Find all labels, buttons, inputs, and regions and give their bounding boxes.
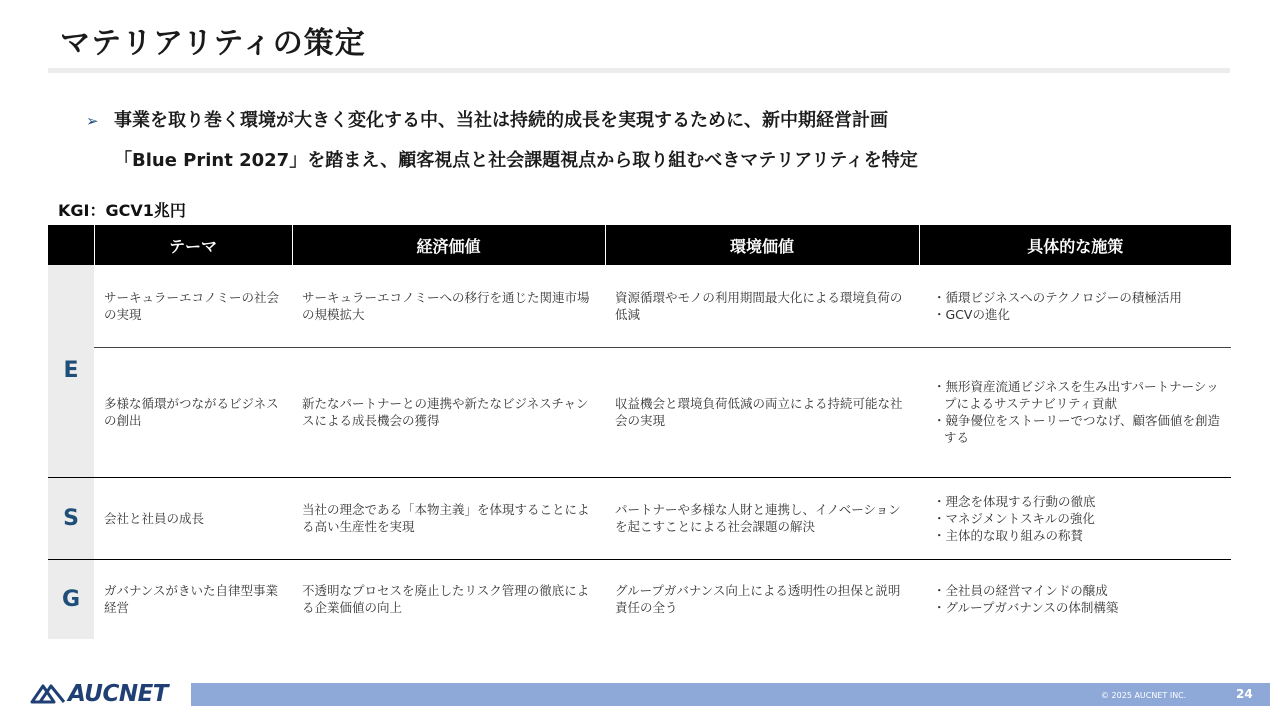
table-header-row <box>48 225 1231 265</box>
measures-cell <box>919 559 1231 639</box>
measures-cell <box>919 265 1231 347</box>
economic-value-cell: 当社の理念である「本物主義」を体現することによる高い生産性を実現 <box>292 477 605 559</box>
measures-cell <box>919 347 1231 477</box>
category-s: S <box>48 477 94 559</box>
economic-value-cell: サーキュラーエコノミーへの移行を通じた関連市場の規模拡大 <box>302 289 590 322</box>
category-e: E <box>48 265 94 477</box>
measure-item: ・循環ビジネスへのテクノロジーの積極活用 <box>933 289 1182 305</box>
table-row <box>48 265 1231 347</box>
environmental-value-cell: 資源循環やモノの利用期間最大化による環境負荷の低減 <box>615 289 903 322</box>
lead-line-2: 「Blue Print 2027」を踏まえ、顧客視点と社会課題視点から取り組むべきマテリアリティを特定 <box>114 150 918 171</box>
table-row <box>48 477 1231 559</box>
logo-mark-icon <box>30 682 66 706</box>
materiality-table <box>48 225 1231 639</box>
theme-cell: ガバナンスがきいた自律型事業経営 <box>94 559 292 639</box>
header-category <box>48 225 94 265</box>
page-number: 24 <box>1236 687 1253 701</box>
measure-item: ・グループガバナンスの体制構築 <box>933 600 1119 616</box>
theme-cell: サーキュラーエコノミーの社会の実現 <box>104 289 280 322</box>
measure-item: ・無形資産流通ビジネスを生み出すパートナーシップによるサステナビリティ貢献 <box>933 379 1219 411</box>
copyright-text: © 2025 AUCNET INC. <box>1101 691 1187 700</box>
page-title: マテリアリティの策定 <box>60 26 366 61</box>
economic-value-cell: 新たなパートナーとの連携や新たなビジネスチャンスによる成長機会の獲得 <box>292 347 605 477</box>
environmental-value-cell: パートナーや多様な人財と連携し、イノベーションを起こすことによる社会課題の解決 <box>605 477 919 559</box>
measure-item: ・理念を体現する行動の徹底 <box>933 493 1096 509</box>
title-divider <box>48 68 1230 73</box>
measure-item: ・競争優位をストーリーでつなげ、顧客価値を創造する <box>933 413 1221 445</box>
lead-text <box>86 101 1186 181</box>
lead-line-1 <box>86 101 1186 141</box>
measures-cell <box>919 477 1231 559</box>
kgi-label: KGI：GCV1兆円 <box>58 201 186 220</box>
category-g: G <box>48 559 94 639</box>
environmental-value-cell: グループガバナンス向上による透明性の担保と説明責任の全う <box>605 559 919 639</box>
measure-item: ・マネジメントスキルの強化 <box>933 510 1095 526</box>
arrow-bullet-icon: ➢ <box>86 112 99 130</box>
header-theme: テーマ <box>94 225 292 265</box>
measure-item: ・全社員の経営マインドの醸成 <box>933 583 1108 599</box>
logo-text: AUCNET <box>68 681 168 707</box>
table-row <box>48 347 1231 477</box>
header-measures: 具体的な施策 <box>919 225 1231 265</box>
header-economic-value: 経済価値 <box>292 225 605 265</box>
measure-item: ・GCVの進化 <box>933 306 1010 322</box>
lead-line-1-text: 事業を取り巻く環境が大きく変化する中、当社は持続的成長を実現するために、新中期経営計画 <box>114 110 888 131</box>
table-row <box>48 559 1231 639</box>
measure-item: ・主体的な取り組みの称賛 <box>933 527 1084 543</box>
economic-value-cell: 不透明なプロセスを廃止したリスク管理の徹底による企業価値の向上 <box>292 559 605 639</box>
header-environmental-value: 環境価値 <box>605 225 919 265</box>
environmental-value-cell: 収益機会と環境負荷低減の両立による持続可能な社会の実現 <box>605 347 919 477</box>
aucnet-logo <box>30 680 168 708</box>
theme-cell: 多様な循環がつながるビジネスの創出 <box>94 347 292 477</box>
theme-cell: 会社と社員の成長 <box>94 477 292 559</box>
